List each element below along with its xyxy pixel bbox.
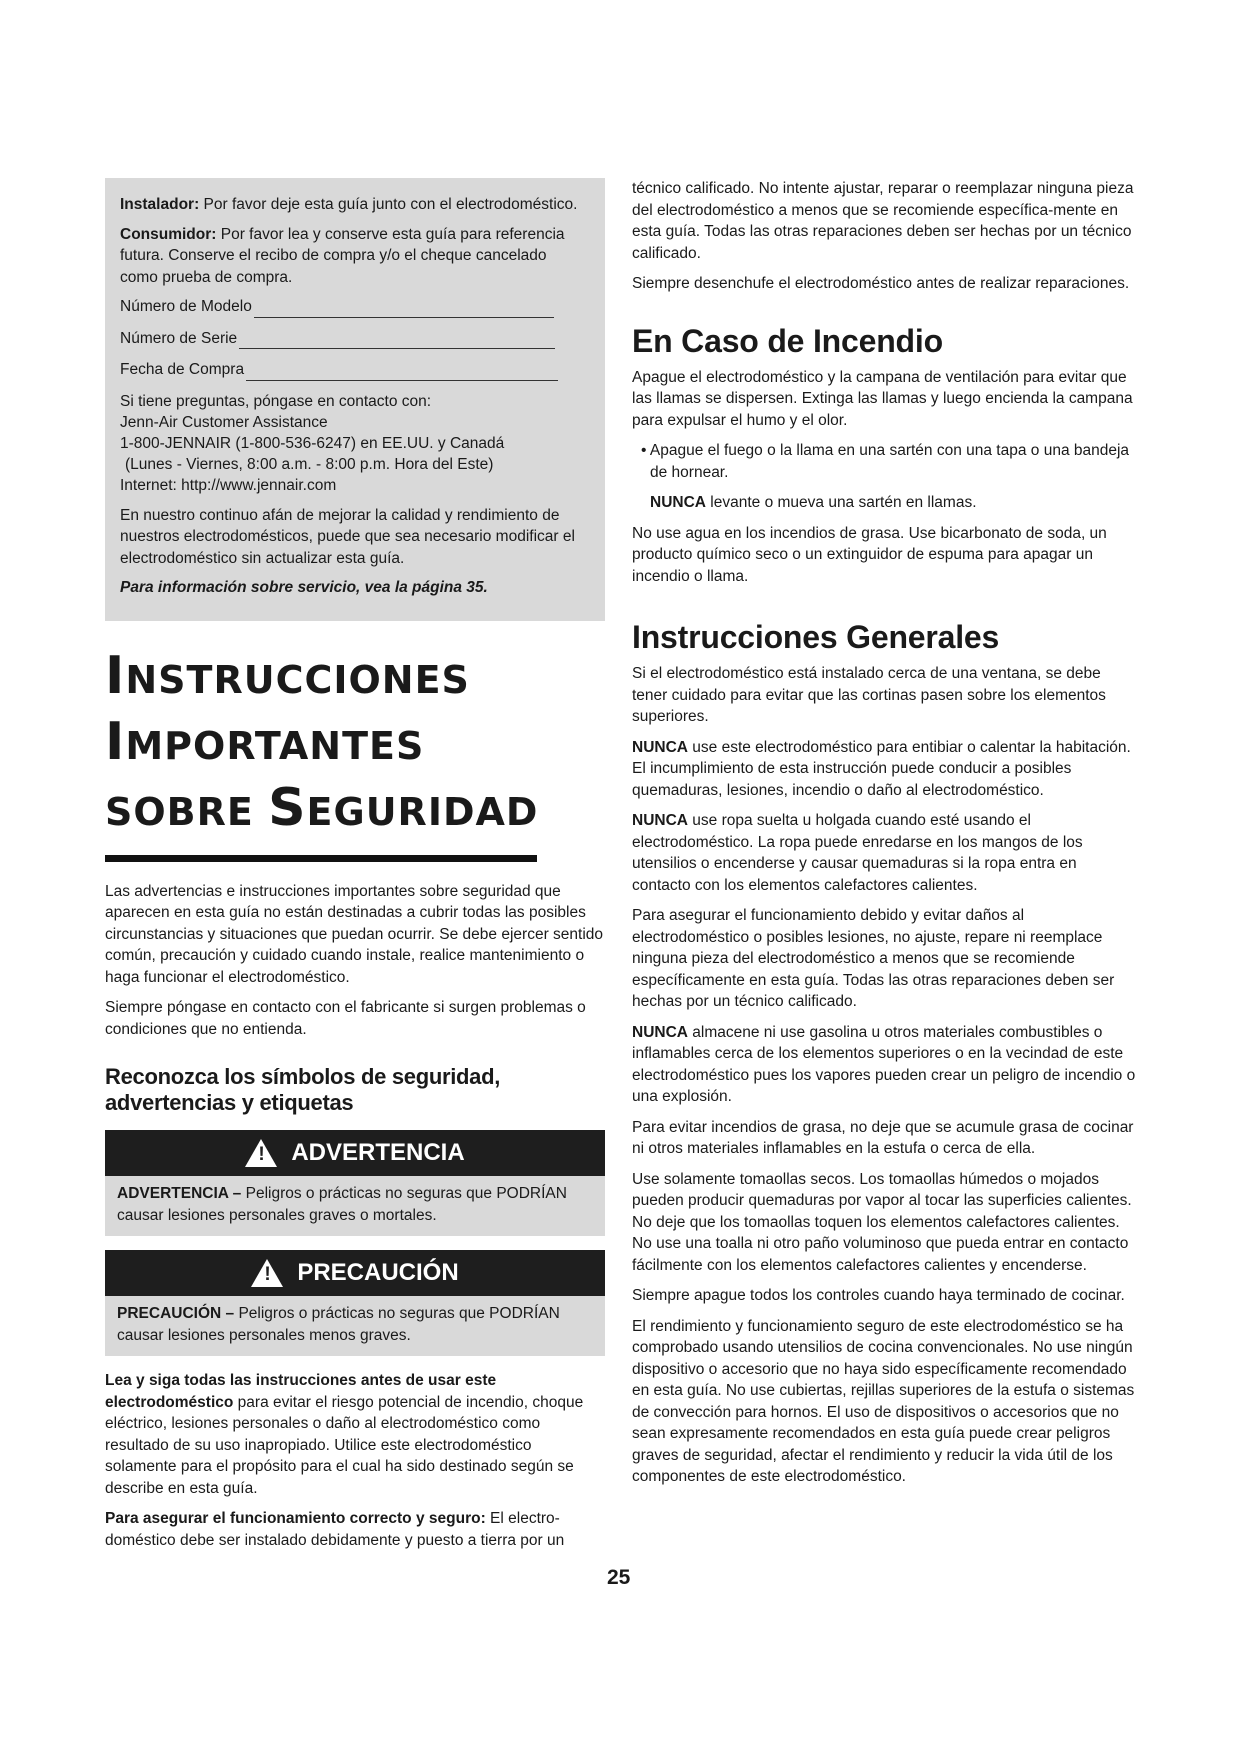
right-column: [632, 178, 1138, 1497]
general-heating: NUNCA use este electrodoméstico para entibiar o calentar la habitación. El incumplimiento de esta instrucción puede conducir a posibles quemaduras, lesiones, incendio o daño al electrodoméstico.: [632, 738, 1131, 799]
continued-text: técnico calificado. No intente ajustar, reparar o reemplazar ninguna pieza del electrodoméstico a menos que se recomiende específica-mente en esta guía. Todas las otras reparaciones deben ser hechas por un técnico calificado.: [632, 180, 1134, 262]
improvement-note: En nuestro continuo afán de mejorar la calidad y rendimiento de nuestros electrodomésticos, puede que sea necesario modificar el electrodoméstico sin actualizar esta guía.: [120, 506, 575, 567]
caution-description: PRECAUCIÓN – Peligros o prácticas no seguras que PODRÍAN causar lesiones personales menos graves.: [105, 1296, 605, 1356]
fire-grease: No use agua en los incendios de grasa. Use bicarbonato de soda, un producto químico seco o un extinguidor de espuma para apagar un incendio o llama.: [632, 524, 1107, 585]
service-note: Para información sobre servicio, vea la página 35.: [120, 579, 488, 596]
fire-paragraph: Apague el electrodoméstico y la campana de ventilación para evitar que las llamas se dispersen. Extinga las llamas y luego encienda la campana para expulsar el humo y el olor.: [632, 368, 1133, 429]
installer-note: Instalador: Por favor deje esta guía junto con el electrodoméstico.: [120, 196, 578, 213]
symbols-heading: Reconozca los símbolos de seguridad, advertencias y etiquetas: [105, 1064, 501, 1115]
general-accessories: El rendimiento y funcionamiento seguro de este electrodoméstico se ha comprobado usando utensilios de cocina convencionales. No use ningún dispositivo o accesorio que no haya sido específicamente recomendado en esta guía. No use cubiertas, rejillas superiores de la estufa o sistemas de convección para hornos. El uso de dispositivos o accesorios que no sean expresamente recomendados en esta guía puede crear peligros graves de seguridad, afectar el rendimiento y reducir la vida útil de los componentes de este electrodoméstico.: [632, 1317, 1135, 1485]
contact-info: Si tiene preguntas, póngase en contacto con: Jenn-Air Customer Assistance 1-800-JENNAIR (1-800-536-6247) en EE.UU. y Canadá (Lunes - Viernes, 8:00 a.m. - 8:00 p.m. Hora del Este) Internet: http://www.jennair.com: [120, 392, 505, 494]
purchase-date-field: Fecha de Compra: [120, 359, 587, 381]
warning-triangle-icon: !: [251, 1259, 283, 1287]
page-number: 25: [607, 1566, 631, 1589]
warning-triangle-icon: !: [245, 1139, 277, 1167]
general-flammables: NUNCA almacene ni use gasolina u otros materiales combustibles o inflamables cerca de los elementos superiores o en la vecindad de este electrodoméstico pues los vapores pueden crear un peligro de incendio o una explosión.: [632, 1023, 1136, 1105]
general-potholders: Use solamente tomaollas secos. Los tomaollas húmedos o mojados pueden producir quemaduras por vapor al tocar las superficies calientes. No deje que los tomaollas toquen los elementos calefactores calientes. No use una toalla ni otro paño voluminoso que pueda entrar en contacto fácilmente con los elementos calefactores calientes y encenderse.: [632, 1170, 1132, 1274]
ensure-operation: Para asegurar el funcionamiento correcto y seguro: El electro-doméstico debe ser instalado debidamente y puesto a tierra por un: [105, 1510, 565, 1549]
warning-description: ADVERTENCIA – Peligros o prácticas no seguras que PODRÍAN causar lesiones personales graves o mortales.: [105, 1176, 605, 1236]
left-column: [105, 178, 605, 1560]
fire-bullet: • Apague el fuego o la llama en una sartén con una tapa o una bandeja de hornear.: [641, 442, 1130, 481]
serial-number-field: Número de Serie: [120, 328, 587, 350]
fire-never: NUNCA levante o mueva una sartén en llamas.: [650, 494, 977, 511]
general-grease: Para evitar incendios de grasa, no deje que se acumule grasa de cocinar ni otros materiales inflamables en la estufa o cerca de ella.: [632, 1118, 1134, 1157]
general-controls: Siempre apague todos los controles cuando haya terminado de cocinar.: [632, 1287, 1125, 1304]
title-rule: [105, 855, 537, 862]
model-number-field: Número de Modelo: [120, 296, 587, 318]
general-repair: Para asegurar el funcionamiento debido y evitar daños al electrodoméstico o posibles lesiones, no ajuste, repare ni reemplace ninguna pieza del electrodoméstico a menos que se recomiende específicamente en esta guía. Todas las otras reparaciones deben ser hechas por un técnico calificado.: [632, 907, 1115, 1010]
fire-heading: En Caso de Incendio: [632, 322, 943, 359]
general-window: Si el electrodoméstico está instalado cerca de una ventana, se debe tener cuidado para evitar que las cortinas pasen sobre los elementos superiores.: [632, 665, 1106, 725]
read-instructions: Lea y siga todas las instrucciones antes de usar este electrodoméstico para evitar el riesgo potencial de incendio, choque eléctrico, lesiones personales o daño al electrodoméstico como resultado de su uso inapropiado. Utilice este electrodoméstico solamente para el propósito para el cual ha sido destinado según se describe en esta guía.: [105, 1372, 584, 1497]
info-box: [105, 178, 605, 621]
contact-manufacturer: Siempre póngase en contacto con el fabricante si surgen problemas o condiciones que no entienda.: [105, 999, 586, 1038]
caution-bar: ! PRECAUCIÓN: [105, 1250, 605, 1296]
intro-paragraph: Las advertencias e instrucciones importantes sobre seguridad que aparecen en esta guía no están destinadas a cubrir todas las posibles circunstancias y situaciones que puedan ocurrir. Se debe ejercer sentido común, precaución y cuidado cuando instale, realice mantenimiento o haga funcionar el electrodoméstico.: [105, 882, 604, 986]
warning-bar: ! ADVERTENCIA: [105, 1130, 605, 1176]
general-clothing: NUNCA use ropa suelta u holgada cuando esté usando el electrodoméstico. La ropa puede enredarse en los mangos de los utensilios o encenderse y causar quemaduras si la ropa entra en contacto con los elementos calefactores calientes.: [632, 812, 1083, 894]
unplug-note: Siempre desenchufe el electrodoméstico antes de realizar reparaciones.: [632, 275, 1130, 292]
page-title: INSTRUCCIONES IMPORTANTES SOBRE SEGURIDAD: [105, 645, 539, 838]
consumer-note: Consumidor: Por favor lea y conserve esta guía para referencia futura. Conserve el recibo de compra y/o el cheque cancelado como prueba de compra.: [120, 225, 565, 286]
general-heading: Instrucciones Generales: [632, 619, 1000, 655]
